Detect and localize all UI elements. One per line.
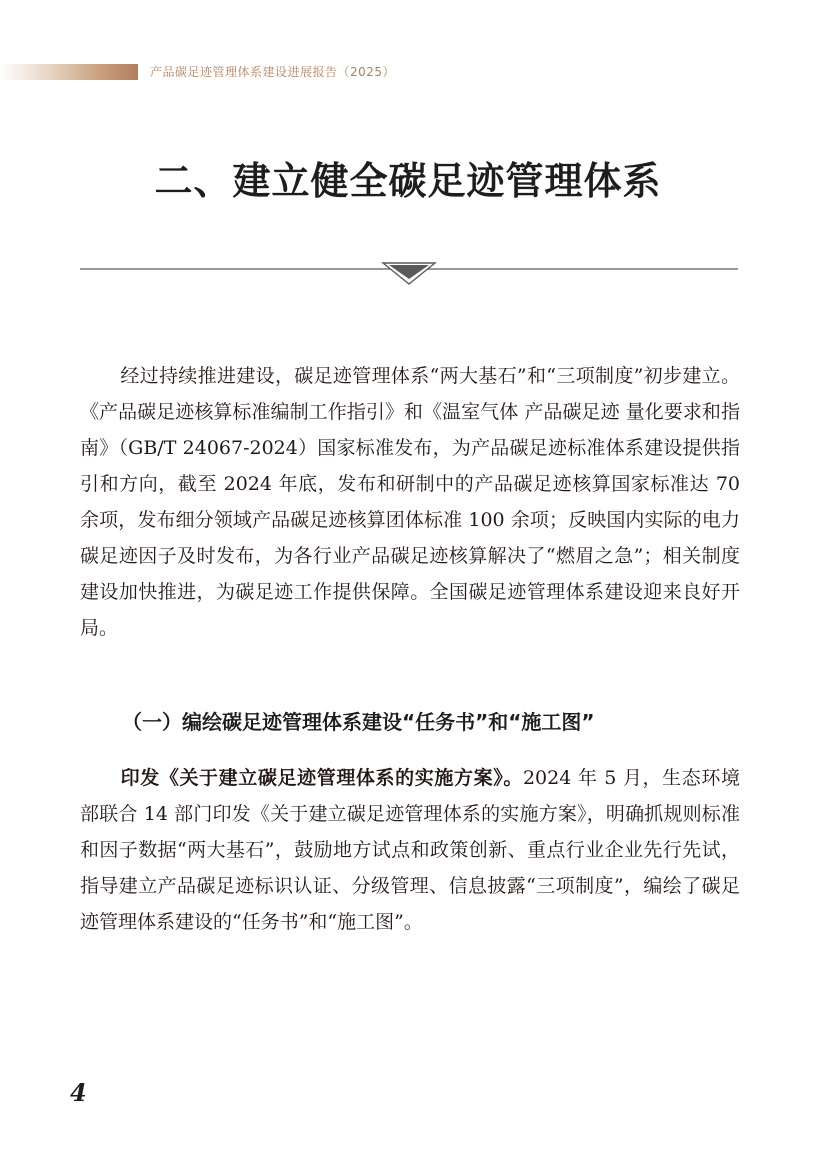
header-accent-bar — [0, 64, 138, 80]
section-paragraph — [80, 760, 740, 940]
title-divider — [80, 262, 738, 288]
intro-paragraph — [80, 358, 740, 646]
section-paragraph-lead: 印发《关于建立碳足迹管理体系的实施方案》。 — [120, 767, 523, 789]
intro-paragraph-text: 经过持续推进建设，碳足迹管理体系“两大基石”和“三项制度”初步建立。《产品碳足迹核算标准编制工作指引》和《温室气体 产品碳足迹 量化要求和指南》（GB/T 24067-2024）国家标准发布，为产品碳足迹标准体系建设提供指引和方向，截至 2024 年底，发布和研制中的产品碳足迹核算国家标准达 70 余项，发布细分领域产品碳足迹核算团体标准 100 余项；反映国内实际的电力碳足迹因子及时发布，为各行业产品碳足迹核算解决了“燃眉之急”；相关制度建设加快推进，为碳足迹工作提供保障。全国碳足迹管理体系建设迎来良好开局。 — [80, 365, 740, 639]
page-number: 4 — [70, 1078, 87, 1107]
section-paragraph-body: 2024 年 5 月，生态环境部联合 14 部门印发《关于建立碳足迹管理体系的实施方案》，明确抓规则标准和因子数据“两大基石”，鼓励地方试点和政策创新、重点行业企业先行先试，指导建立产品碳足迹标识认证、分级管理、信息披露“三项制度”，编绘了碳足迹管理体系建设的“任务书”和“施工图”。 — [80, 767, 740, 933]
page-title: 二、建立健全碳足迹管理体系 — [154, 159, 662, 203]
section-heading: （一）编绘碳足迹管理体系建设“任务书”和“施工图” — [122, 710, 595, 734]
running-header: 产品碳足迹管理体系建设进展报告（2025） — [150, 65, 396, 79]
